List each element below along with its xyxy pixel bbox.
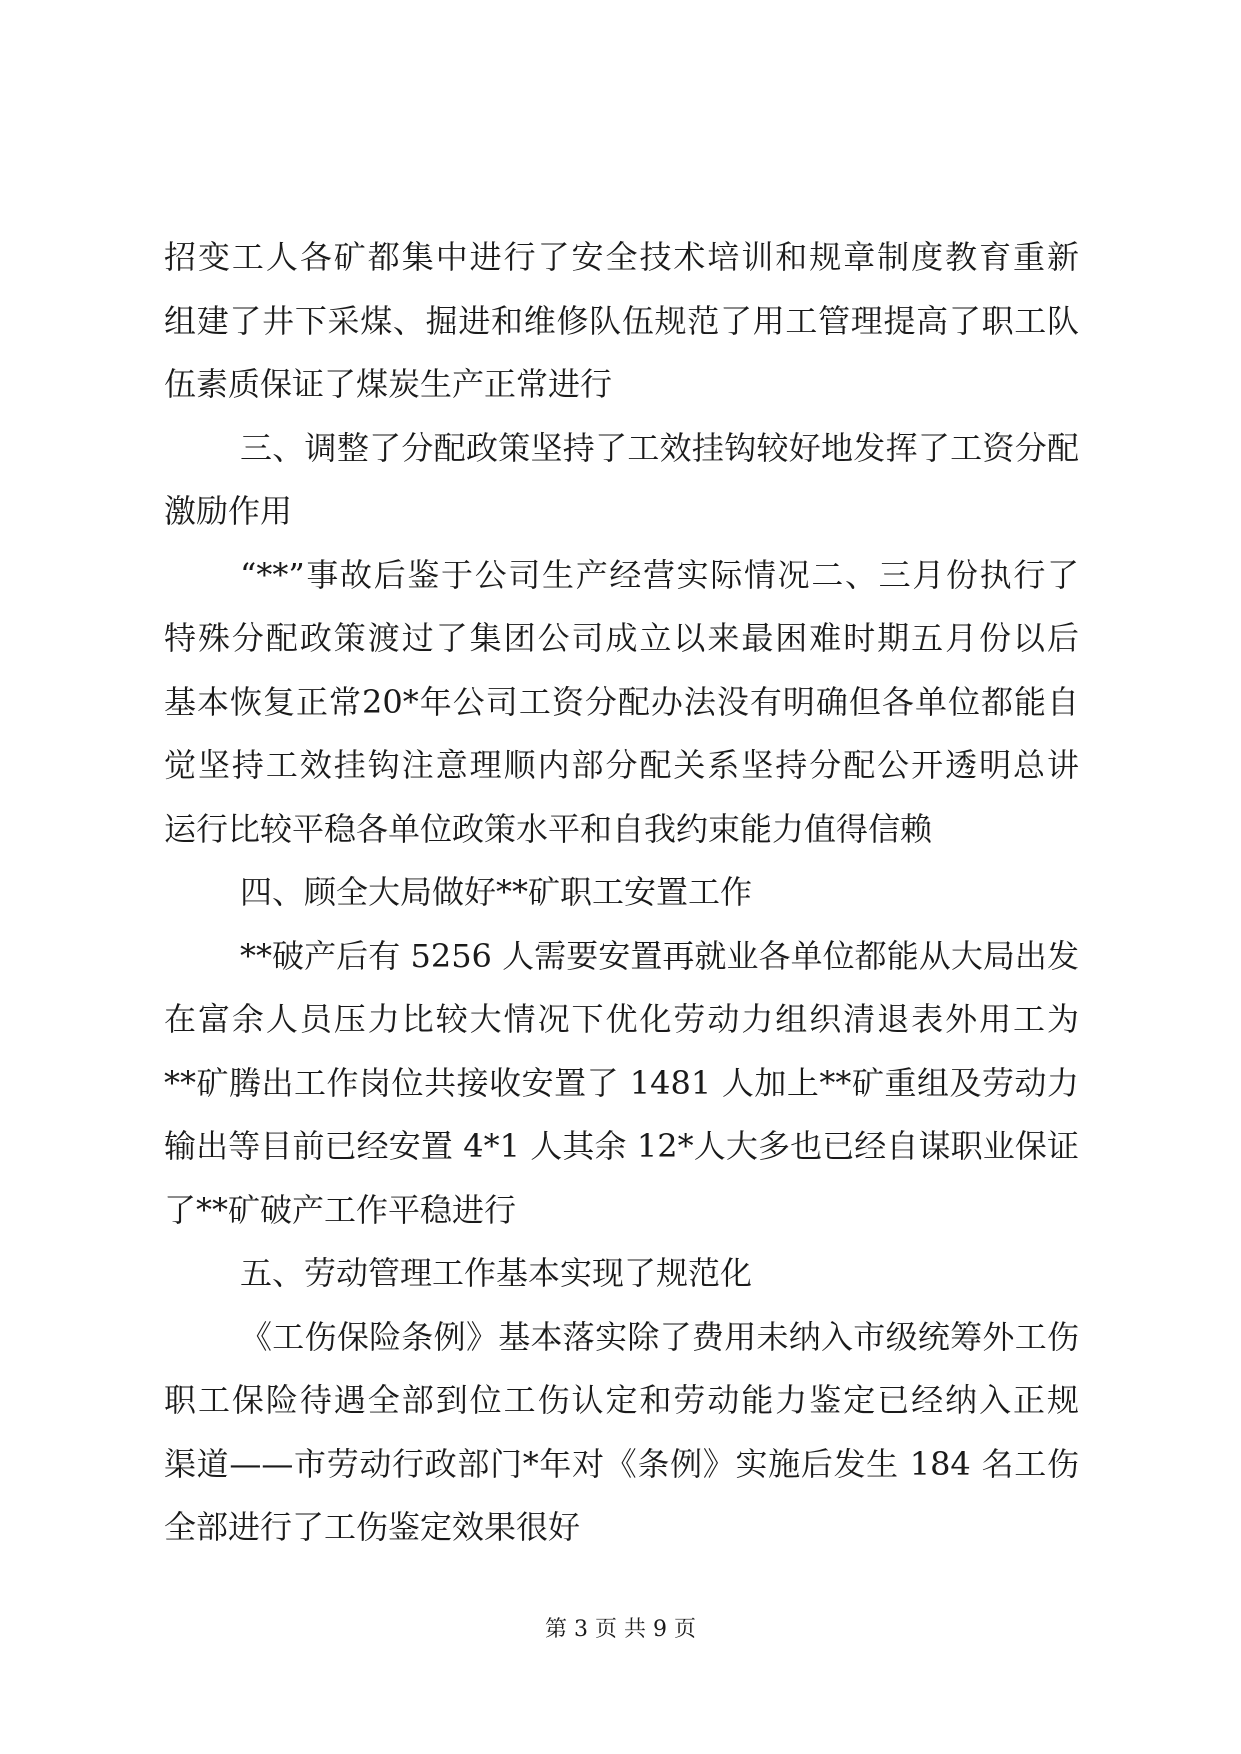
text-line: 了**矿破产工作平稳进行 [164, 1190, 517, 1229]
text-line: **破产后有 5256 人需要安置再就业各单位都能从大局出发 [240, 936, 1079, 975]
text-line: 招变工人各矿都集中进行了安全技术培训和规章制度教育重新 [164, 238, 1079, 276]
text-line: 在富余人员压力比较大情况下优化劳动力组织清退表外用工为 [164, 1000, 1079, 1038]
text-line: 《工伤保险条例》基本落实除了费用未纳入市级统筹外工伤 [240, 1317, 1079, 1356]
text-line: “**”事故后鉴于公司生产经营实际情况二、三月份执行了 [240, 555, 1079, 594]
section-heading-line: 三、调整了分配政策坚持了工效挂钩较好地发挥了工资分配 [240, 428, 1079, 467]
document-body [164, 226, 1079, 1560]
text-line: 渠道——市劳动行政部门*年对《条例》实施后发生 184 名工伤 [164, 1444, 1079, 1483]
text-line: 基本恢复正常20*年公司工资分配办法没有明确但各单位都能自 [164, 682, 1079, 721]
text-line: 觉坚持工效挂钩注意理顺内部分配关系坚持分配公开透明总讲 [164, 746, 1079, 784]
text-line: 职工保险待遇全部到位工伤认定和劳动能力鉴定已经纳入正规 [164, 1381, 1079, 1419]
page-number-footer: 第 3 页 共 9 页 [545, 1617, 696, 1642]
text-line: 输出等目前已经安置 4*1 人其余 12*人大多也已经自谋职业保证 [164, 1127, 1079, 1165]
section-heading-line: 四、顾全大局做好**矿职工安置工作 [240, 873, 753, 911]
text-line: 组建了井下采煤、掘进和维修队伍规范了用工管理提高了职工队 [164, 301, 1079, 340]
text-line: 全部进行了工伤鉴定效果很好 [164, 1508, 581, 1546]
text-line: 运行比较平稳各单位政策水平和自我约束能力值得信赖 [164, 809, 933, 848]
section-heading-line: 五、劳动管理工作基本实现了规范化 [240, 1254, 753, 1292]
text-line: 特殊分配政策渡过了集团公司成立以来最困难时期五月份以后 [164, 619, 1079, 657]
section-heading-line: 激励作用 [164, 492, 293, 530]
text-line: 伍素质保证了煤炭生产正常进行 [164, 365, 613, 403]
text-line: **矿腾出工作岗位共接收安置了 1481 人加上**矿重组及劳动力 [164, 1063, 1079, 1102]
